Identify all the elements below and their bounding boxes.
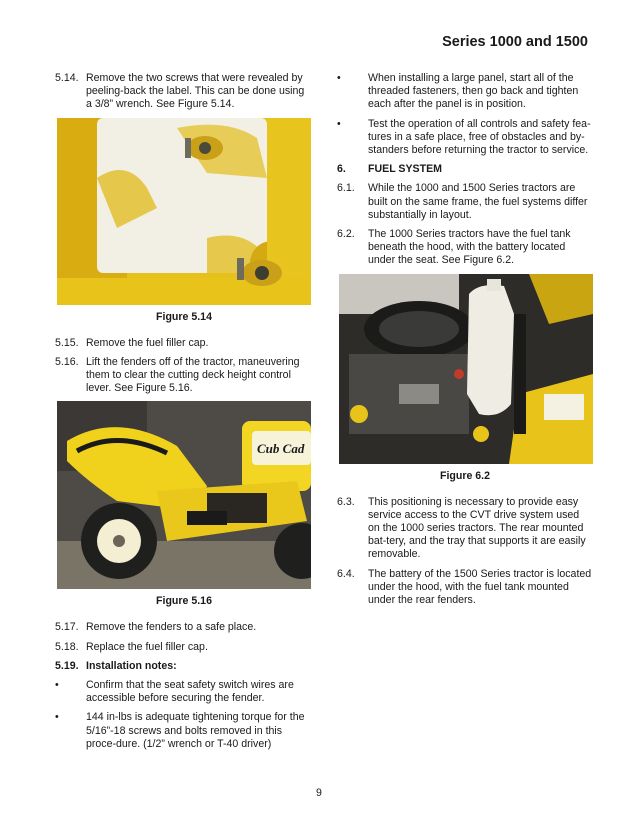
step-number: 6.3. <box>337 495 355 508</box>
step-number: 5.14. <box>55 72 79 84</box>
bullet: • <box>55 679 59 692</box>
step-6-1 <box>337 182 593 222</box>
section-6-heading <box>337 163 593 176</box>
step-6-2 <box>337 228 593 268</box>
bullet-seat-switch <box>55 679 313 705</box>
step-number: 5.18. <box>55 640 79 653</box>
figure-5-14-photo <box>57 118 311 305</box>
step-text: The battery of the 1500 Series tractor is located under the hood, with the fuel tank mounted under the rear fenders. <box>368 567 592 607</box>
page-number: 9 <box>316 787 322 799</box>
step-5-14 <box>55 72 313 112</box>
bullet-large-panel <box>337 72 593 112</box>
bullet-text: When installing a large panel, start all of the threaded fasteners, then go back and tighten each after the panel is in position. <box>368 72 579 111</box>
step-text: The 1000 Series tractors have the fuel tank beneath the hood, with the battery located under the seat. See Figure 6.2. <box>368 228 571 267</box>
bullet-text: Test the operation of all controls and safety fea-tures in a safe place, free of obstacles and by-standers before returning the tractor to service. <box>368 117 591 157</box>
step-5-19 <box>55 660 313 673</box>
figure-6-2-caption: Figure 6.2 <box>439 469 491 482</box>
fender-underside-illustration <box>57 118 311 305</box>
figure-5-14-caption: Figure 5.14 <box>156 310 212 323</box>
section-number: 6. <box>337 163 346 176</box>
step-number: 6.4. <box>337 567 355 580</box>
section-title: FUEL SYSTEM <box>368 163 442 176</box>
step-text: While the 1000 and 1500 Series tractors are built on the same frame, the fuel systems differ substantially in layout. <box>368 182 588 221</box>
step-5-18 <box>55 641 313 654</box>
step-text: Remove the two screws that were revealed by peeling-back the label. This can be done using a 3/8” wrench. See Figure 5.14. <box>86 72 305 111</box>
step-number: 5.17. <box>55 621 79 634</box>
bullet: • <box>337 117 341 130</box>
right-column <box>337 72 593 613</box>
step-text: Remove the fuel filler cap. <box>86 336 209 349</box>
bullet-test-controls <box>337 118 593 158</box>
step-5-17 <box>55 621 313 634</box>
bullet: • <box>337 72 341 84</box>
step-text: Installation notes: <box>86 659 177 672</box>
step-number: 5.19. <box>55 659 79 672</box>
figure-6-2-photo <box>339 274 593 464</box>
step-number: 6.1. <box>337 182 355 195</box>
step-5-15 <box>55 337 313 350</box>
step-6-4 <box>337 568 593 608</box>
tractor-fenders-illustration <box>57 401 311 589</box>
step-6-3 <box>337 496 593 562</box>
bullet-torque <box>55 711 313 751</box>
page-header-title: Series 1000 and 1500 <box>442 34 588 50</box>
engine-fuel-tank-illustration <box>339 274 593 464</box>
step-text: This positioning is necessary to provide easy service access to the CVT drive system used on the 1000 series tractors. The rear mounted bat-tery, and the tray that supports it are easily removable. <box>368 495 586 561</box>
step-5-16 <box>55 356 313 396</box>
bullet: • <box>55 711 59 724</box>
step-number: 5.16. <box>55 355 79 368</box>
figure-5-16-caption: Figure 5.16 <box>156 595 212 608</box>
step-text: Replace the fuel filler cap. <box>86 640 208 653</box>
step-text: Remove the fenders to a safe place. <box>86 621 257 634</box>
bullet-text: Confirm that the seat safety switch wires are accessible before securing the fender. <box>86 679 294 705</box>
step-text: Lift the fenders off of the tractor, maneuvering them to clear the cutting deck height control lever. See Figure 5.16. <box>86 355 300 395</box>
left-column <box>55 72 313 757</box>
step-number: 6.2. <box>337 228 355 241</box>
figure-5-16-photo <box>57 401 311 589</box>
cub-cadet-logo-text: Cub Cad <box>257 441 305 457</box>
bullet-text: 144 in-lbs is adequate tightening torque for the 5/16”-18 screws and bolts removed in this proce-dure. (1/2” wrench or T-40 driver) <box>86 711 305 750</box>
step-number: 5.15. <box>55 336 79 349</box>
